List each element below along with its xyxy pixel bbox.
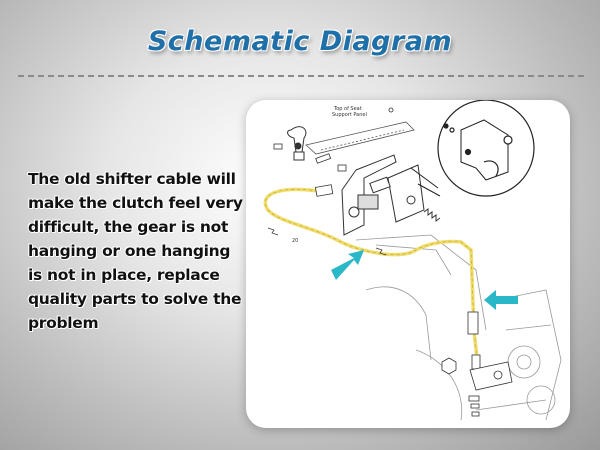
seat-label-line2: Support Panel (332, 112, 367, 118)
page-title: Schematic Diagram (147, 26, 453, 57)
dashed-divider (18, 75, 584, 77)
cable-shading (265, 189, 478, 368)
description-text: The old shifter cable will make the clutch feel very difficult, the gear is not hanging or one hanging is not in place, replace quality parts to solve the problem (28, 170, 243, 332)
arrow-left-pointer (331, 250, 364, 280)
detail-magnifier (438, 100, 534, 196)
leader-mark-left (268, 228, 278, 235)
arrow-right-pointer (484, 290, 518, 310)
schematic-diagram (246, 100, 570, 428)
seat-label-line1: Top of Seat (334, 106, 362, 112)
cable-end-upper (315, 185, 332, 197)
transmission-housing (356, 235, 561, 420)
schematic-diagram-card (246, 100, 570, 428)
spring (424, 209, 440, 221)
part-number-label: 20 (292, 238, 299, 244)
seat-support-panel (306, 122, 414, 154)
bracket-assembly (342, 155, 424, 235)
shifter-cable (265, 189, 478, 368)
shifter-lever (288, 127, 306, 160)
